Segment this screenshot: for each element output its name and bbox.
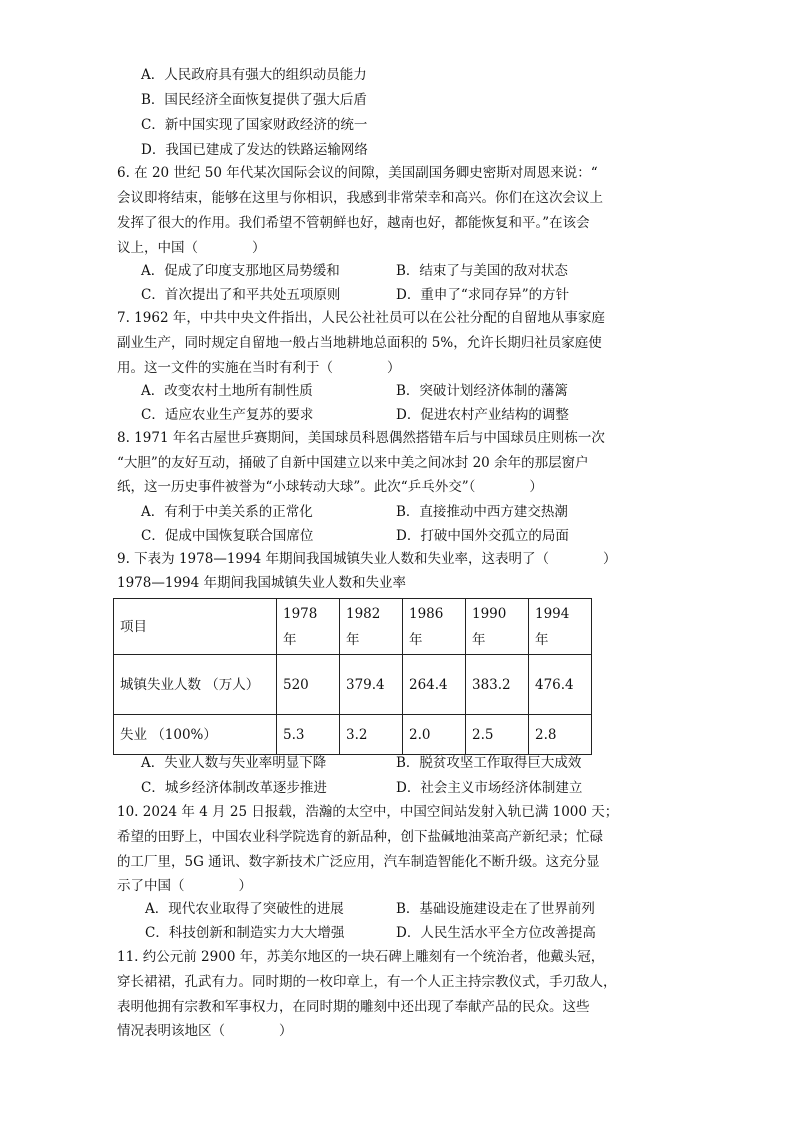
q7-option-b: B．突破计划经济体制的藩篱: [396, 383, 568, 399]
table-cell: 379.4: [340, 655, 403, 715]
q8-option-d: D．打破中国外交孤立的局面: [396, 528, 569, 544]
table-cell: 3.2: [340, 715, 403, 755]
q11-stem-line-1: 11. 约公元前 2900 年，苏美尔地区的一块石碑上雕刻有一个统治者，他戴头冠，: [117, 949, 605, 965]
q8-option-c: C．促成中国恢复联合国席位: [141, 528, 314, 544]
q5-option-a: A．人民政府具有强大的组织动员能力: [141, 67, 367, 83]
q10-stem-line-2: 希望的田野上，中国农业科学院选育的新品种，创下盐碱地油菜高产新纪录；忙碌: [117, 829, 603, 845]
q11-stem-line-2: 穿长裙裙，孔武有力。同时期的一枚印章上，有一个人正主持宗教仪式，手刃敌人，: [117, 974, 617, 990]
table-header-row: [114, 599, 592, 655]
table-header-cell: 1986 年: [403, 599, 466, 655]
q8-option-b: B．直接推动中西方建交热潮: [396, 504, 568, 520]
table-cell: 383.2: [466, 655, 529, 715]
q7-stem-line-3: 用。这一文件的实施在当时有利于（ ）: [117, 360, 401, 376]
table-cell: 失业 （100%）: [114, 715, 277, 755]
q9-option-d: D．社会主义市场经济体制建立: [396, 780, 583, 796]
q8-option-a: A．有利于中美关系的正常化: [141, 504, 313, 520]
unemployment-table: [113, 598, 592, 755]
q10-option-d: D．人民生活水平全方位改善提高: [396, 925, 596, 941]
table-cell: 城镇失业人数 （万人）: [114, 655, 277, 715]
q6-stem-line-3: 发挥了很大的作用。我们希望不管朝鲜也好，越南也好，都能恢复和平。”在该会: [117, 215, 590, 231]
q11-stem-line-4: 情况表明该地区（ ）: [117, 1023, 293, 1039]
table-row: [114, 655, 592, 715]
q6-option-d: D．重申了“求同存异”的方针: [396, 287, 570, 303]
table-cell: 2.8: [529, 715, 592, 755]
q7-option-d: D．促进农村产业结构的调整: [396, 407, 569, 423]
q7-option-c: C．适应农业生产复苏的要求: [141, 407, 314, 423]
q6-option-c: C．首次提出了和平共处五项原则: [141, 287, 341, 303]
q9-option-a: A．失业人数与失业率明显下降: [141, 755, 327, 771]
q10-stem-line-4: 示了中国（ ）: [117, 878, 252, 894]
q7-stem-line-1: 7. 1962 年，中共中央文件指出，人民公社社员可以在公社分配的自留地从事家庭: [117, 310, 605, 326]
q6-stem-line-4: 议上，中国（ ）: [117, 240, 266, 256]
table-cell: 2.5: [466, 715, 529, 755]
q5-option-c: C．新中国实现了国家财政经济的统一: [141, 117, 368, 133]
q8-stem-line-3: 纸，这一历史事件被誉为“小球转动大球”。此次“乒乓外交”（ ）: [117, 479, 543, 495]
q6-stem-line-2: 会议即将结束，能够在这里与你相识，我感到非常荣幸和高兴。你们在这次会议上: [117, 190, 603, 206]
q9-table-caption: 1978—1994 年期间我国城镇失业人数和失业率: [117, 575, 407, 591]
table-header-cell: 1982 年: [340, 599, 403, 655]
q11-stem-line-3: 表明他拥有宗教和军事权力，在同时期的雕刻中还出现了奉献产品的民众。这些: [117, 999, 590, 1015]
q9-option-b: B．脱贫攻坚工作取得巨大成效: [396, 755, 582, 771]
q7-stem-line-2: 副业生产，同时规定自留地一般占当地耕地总面积的 5%，允许长期归社员家庭使: [117, 335, 602, 351]
q8-stem-line-1: 8. 1971 年名古屋世乒赛期间，美国球员科恩偶然搭错车后与中国球员庄则栋一次: [117, 430, 605, 446]
table-header-cell: 1990 年: [466, 599, 529, 655]
table-cell: 5.3: [277, 715, 340, 755]
q10-stem-line-3: 的工厂里，5G 通讯、数字新技术广泛应用，汽车制造智能化不断升级。这充分显: [117, 854, 600, 870]
table-header-cell: 1994 年: [529, 599, 592, 655]
q10-option-c: C．科技创新和制造实力大大增强: [145, 925, 345, 941]
q9-stem: 9. 下表为 1978—1994 年期间我国城镇失业人数和失业率，这表明了（ ）: [117, 551, 617, 567]
q6-option-a: A．促成了印度支那地区局势缓和: [141, 263, 340, 279]
table-header-cell: 项目: [114, 599, 277, 655]
q6-stem-line-1: 6. 在 20 世纪 50 年代某次国际会议的间隙，美国副国务卿史密斯对周恩来说：“: [117, 165, 598, 181]
q6-option-b: B．结束了与美国的敌对状态: [396, 263, 568, 279]
q9-option-c: C．城乡经济体制改革逐步推进: [141, 780, 327, 796]
q8-stem-line-2: “大胆”的友好互动，捅破了自新中国建立以来中美之间冰封 20 余年的那层窗户: [117, 455, 589, 471]
table-cell: 476.4: [529, 655, 592, 715]
q5-option-d: D．我国已建成了发达的铁路运输网络: [141, 142, 368, 158]
q5-option-b: B．国民经济全面恢复提供了强大后盾: [141, 92, 367, 108]
q10-option-a: A．现代农业取得了突破性的进展: [145, 901, 344, 917]
table-cell: 2.0: [403, 715, 466, 755]
table-cell: 520: [277, 655, 340, 715]
q7-option-a: A．改变农村土地所有制性质: [141, 383, 313, 399]
table-cell: 264.4: [403, 655, 466, 715]
q10-option-b: B．基础设施建设走在了世界前列: [396, 901, 595, 917]
table-header-cell: 1978 年: [277, 599, 340, 655]
table-row: [114, 715, 592, 755]
q10-stem-line-1: 10. 2024 年 4 月 25 日报载，浩瀚的太空中，中国空间站发射入轨已满 1000 天；: [117, 804, 619, 820]
